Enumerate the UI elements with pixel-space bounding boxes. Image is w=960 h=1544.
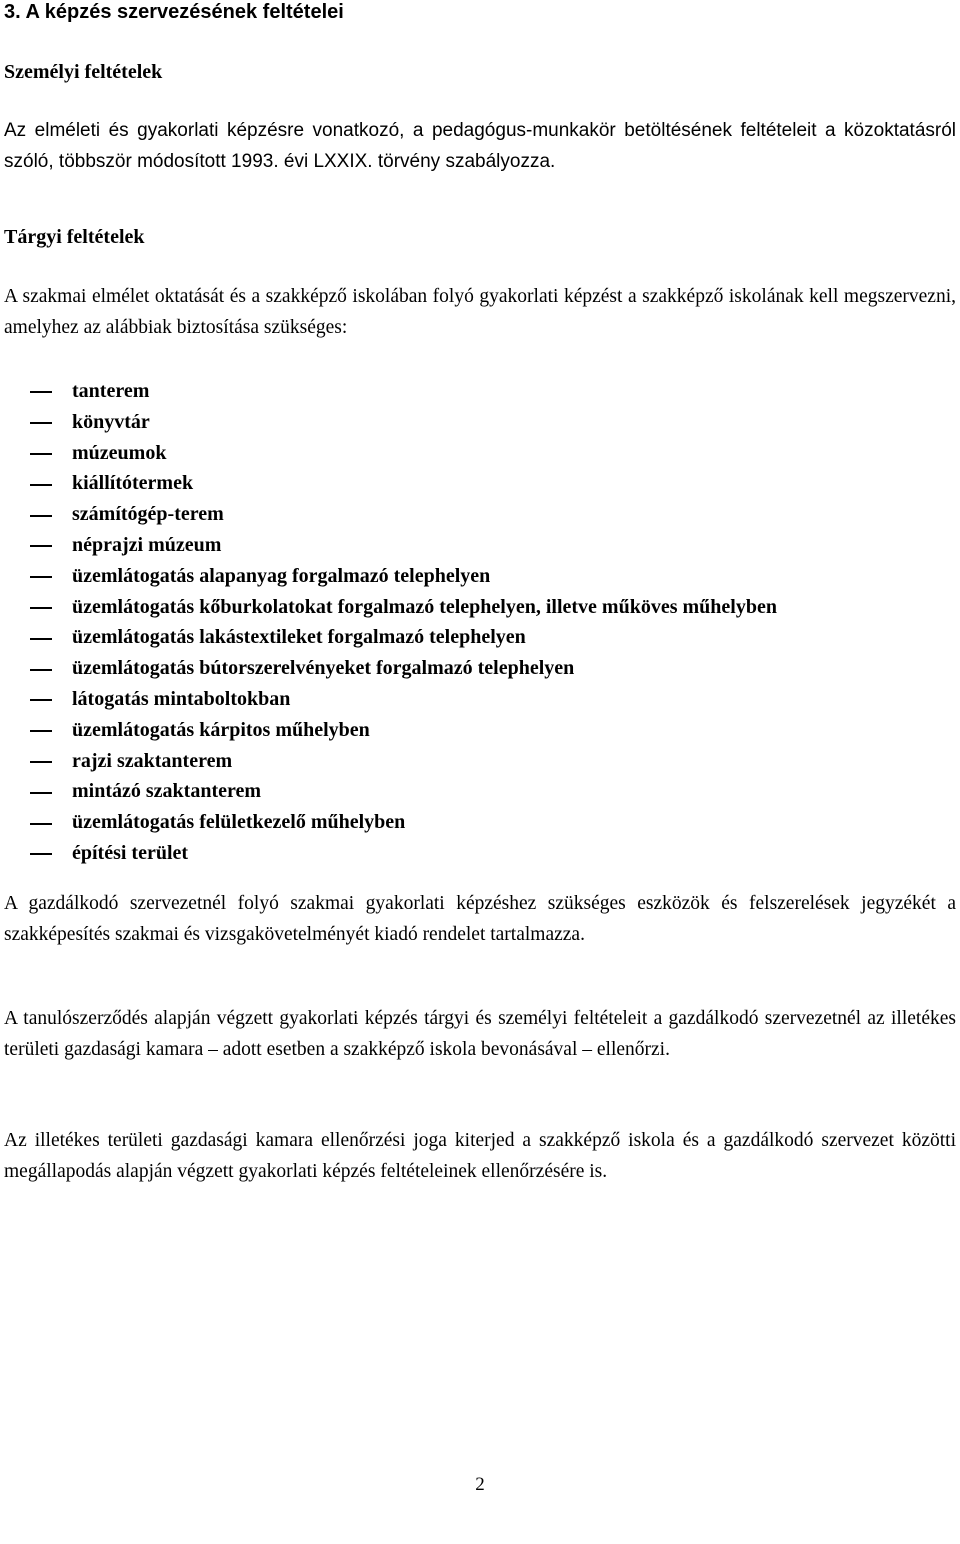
personal-conditions-text: Az elméleti és gyakorlati képzésre vonatkozó, a pedagógus-munkakör betöltésének feltételeit a közoktatásról szóló, többször módosított 1993. évi LXXIX. törvény szabályozza. — [4, 120, 956, 172]
list-item — [30, 592, 777, 623]
dash-bullet — [30, 545, 52, 547]
list-item-text: látogatás mintaboltokban — [72, 687, 291, 710]
list-item — [30, 622, 777, 653]
list-item — [30, 807, 777, 838]
list-item — [30, 407, 777, 438]
list-item-text: néprajzi múzeum — [72, 533, 222, 556]
dash-bullet — [30, 669, 52, 671]
list-item-text: üzemlátogatás felületkezelő műhelyben — [72, 811, 406, 834]
dash-bullet — [30, 761, 52, 763]
dash-bullet — [30, 484, 52, 486]
requirements-list — [30, 376, 777, 869]
list-item-text: tanterem — [72, 380, 150, 402]
list-item — [30, 715, 777, 746]
list-item-text: könyvtár — [72, 410, 150, 433]
material-conditions-heading: Tárgyi feltételek — [4, 226, 145, 248]
dash-bullet — [30, 699, 52, 701]
material-conditions-intro: A szakmai elmélet oktatását és a szakképző iskolában folyó gyakorlati képzést a szakképző iskolának kell megszervezni, amelyhez az alábbiak biztosítása szükséges: — [4, 286, 956, 338]
list-item — [30, 653, 777, 684]
list-item-text: építési terület — [72, 841, 189, 864]
dash-bullet — [30, 453, 52, 455]
list-item-text: üzemlátogatás alapanyag forgalmazó telephelyen — [72, 564, 491, 587]
section-title: 3. A képzés szervezésének feltételei — [4, 1, 344, 23]
list-item-text: mintázó szaktanterem — [72, 780, 262, 803]
dash-bullet — [30, 823, 52, 825]
dash-bullet — [30, 515, 52, 517]
dash-bullet — [30, 853, 52, 855]
dash-bullet — [30, 576, 52, 578]
list-item-text: üzemlátogatás kőburkolatokat forgalmazó telephelyen, illetve műköves műhelyben — [72, 595, 777, 618]
list-item — [30, 468, 777, 499]
list-item-text: számítógép-terem — [72, 503, 224, 526]
page-number: 2 — [475, 1474, 485, 1495]
list-item — [30, 499, 777, 530]
list-item-text: múzeumok — [72, 441, 167, 464]
list-item-text: kiállítótermek — [72, 472, 194, 495]
equipment-paragraph: A gazdálkodó szervezetnél folyó szakmai gyakorlati képzéshez szükséges eszközök és felszerelések jegyzékét a szakképesítés szakmai és vizsgakövetelményét kiadó rendelet tartalmazza. — [4, 893, 956, 945]
apprenticeship-paragraph: A tanulószerződés alapján végzett gyakorlati képzés tárgyi és személyi feltételeit a gazdálkodó szervezetnél az illetékes területi gazdasági kamara – adott esetben a szakképző iskola bevonásával – ellenőrzi. — [4, 1008, 956, 1060]
dash-bullet — [30, 792, 52, 794]
list-item — [30, 838, 777, 869]
chamber-control-paragraph: Az illetékes területi gazdasági kamara ellenőrzési joga kiterjed a szakképző iskola és a gazdálkodó szervezet közötti megállapodás alapján végzett gyakorlati képzés feltételeinek ellenőrzésére is. — [4, 1130, 956, 1182]
list-item — [30, 776, 777, 807]
list-item — [30, 561, 777, 592]
list-item-text: üzemlátogatás bútorszerelvényeket forgalmazó telephelyen — [72, 657, 575, 680]
personal-conditions-heading: Személyi feltételek — [4, 61, 163, 83]
list-item — [30, 530, 777, 561]
list-item — [30, 376, 777, 407]
dash-bullet — [30, 638, 52, 640]
list-item-text: üzemlátogatás kárpitos műhelyben — [72, 718, 370, 741]
list-item — [30, 684, 777, 715]
list-item — [30, 746, 777, 777]
list-item — [30, 438, 777, 469]
dash-bullet — [30, 391, 52, 393]
dash-bullet — [30, 422, 52, 424]
list-item-text: rajzi szaktanterem — [72, 749, 233, 772]
list-item-text: üzemlátogatás lakástextileket forgalmazó telephelyen — [72, 626, 526, 649]
dash-bullet — [30, 607, 52, 609]
dash-bullet — [30, 730, 52, 732]
